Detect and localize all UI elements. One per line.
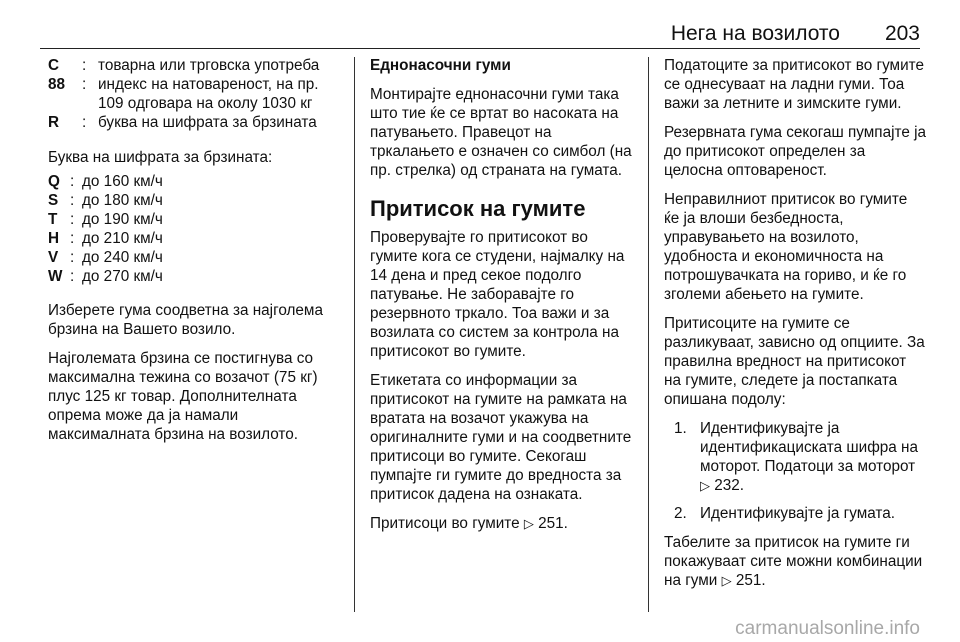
page-reference-icon: ▷ [721, 573, 732, 588]
def-key: C [48, 57, 60, 74]
def-value: индекс на натовареност, на пр. 109 одговара на околу 1030 кг [98, 76, 319, 112]
page-reference-icon: ▷ [523, 516, 534, 531]
page-reference[interactable]: 251. [735, 572, 766, 589]
paragraph: Изберете гума соодветна за најголема брзина на Вашето возило. [48, 302, 323, 338]
reference-paragraph: Табелите за притисок на гумите ги покажуваат сите можни комбинации на гуми ▷ 251. [664, 534, 923, 589]
paragraph: Притисоците на гумите се разликуваат, зависно од опциите. За правилна вредност на притисокот на гумите, следете ја постапката опишана подолу: [664, 315, 925, 408]
list-item: 1. Идентификувајте ја идентификациската шифра на моторот. Податоци за моторот ▷ 232. [674, 420, 919, 494]
paragraph: Резервната гума секогаш пумпајте ја до притисокот определен за целосна оптовареност. [664, 124, 926, 179]
column-divider-1 [354, 57, 355, 612]
paragraph: Проверувајте го притисокот во гумите кога се студени, најмалку на 14 дена и пред секое подолго патување. Не заборавајте го резервното тркало. Тоа важи и за возилата со систем за контрола на притисокот во гумите. [370, 229, 625, 360]
speed-row: V : до 240 км/ч [48, 249, 163, 266]
column-divider-2 [648, 57, 649, 612]
def-row: 88 : индекс на натовареност, на пр. 109 одговара на околу 1030 кг [48, 75, 343, 113]
speed-row: Q : до 160 км/ч [48, 173, 163, 190]
def-value: товарна или трговска употреба [98, 57, 320, 74]
def-row: C : товарна или трговска употреба [48, 56, 343, 75]
speed-row: S : до 180 км/ч [48, 192, 163, 209]
speed-intro: Буква на шифрата за брзината: [48, 149, 273, 166]
speed-list [48, 172, 343, 286]
def-row: R : буква на шифрата за брзината [48, 113, 343, 132]
def-value: буква на шифрата за брзината [98, 114, 317, 131]
page-reference[interactable]: 251. [538, 515, 568, 532]
watermark: carmanualsonline.info [735, 618, 920, 639]
header-title: Нега на возилото [670, 22, 840, 45]
page-reference[interactable]: 232. [714, 477, 745, 494]
section-heading: Еднонасочни гуми [370, 57, 511, 74]
column-3 [664, 56, 926, 600]
page-header [40, 0, 920, 49]
speed-row: W : до 270 км/ч [48, 268, 163, 285]
def-key: R [48, 114, 60, 131]
paragraph: Етикетата со информации за притисокот на гумите на рамката на вратата на возачот укажува на оригиналните гуми и на соодветните притисоци во гумите. Секогаш пумпајте ги гумите до вредноста за притисок дадена на ознаката. [370, 372, 632, 503]
paragraph: Најголемата брзина се постигнува со максимална тежина со возачот (75 кг) плус 125 кг товар. Дополнителната опрема може да ја намали максималната брзина на возилото. [48, 350, 318, 443]
paragraph: Монтирајте еднонасочни гуми така што тие ќе се вртат во насоката на патувањето. Правецот на тркалањето е означен со симбол (на пр. стрелка) од страната на гумата. [370, 86, 632, 179]
page-number: 203 [884, 22, 920, 45]
page-reference-icon: ▷ [700, 478, 710, 493]
def-key: 88 [48, 76, 66, 93]
column-1 [48, 56, 343, 454]
step-list [664, 419, 926, 523]
section-title: Притисок на гумите [370, 196, 586, 221]
paragraph: Неправилниот притисок во гумите ќе ја влоши безбедноста, управувањето на возилото, удобноста и економичноста на потрошувачката на гориво, и ќе го зголеми абењето на гумите. [664, 191, 908, 303]
reference-paragraph: Притисоци во гумите ▷ 251. [370, 515, 568, 532]
paragraph: Податоците за притисокот во гумите се однесуваат на ладни гуми. Тоа важи за летните и зимските гуми. [664, 57, 924, 112]
speed-row: H : до 210 км/ч [48, 230, 163, 247]
column-2 [370, 56, 634, 543]
speed-row: T : до 190 км/ч [48, 211, 163, 228]
list-item: 2. Идентификувајте ја гумата. [674, 505, 896, 522]
